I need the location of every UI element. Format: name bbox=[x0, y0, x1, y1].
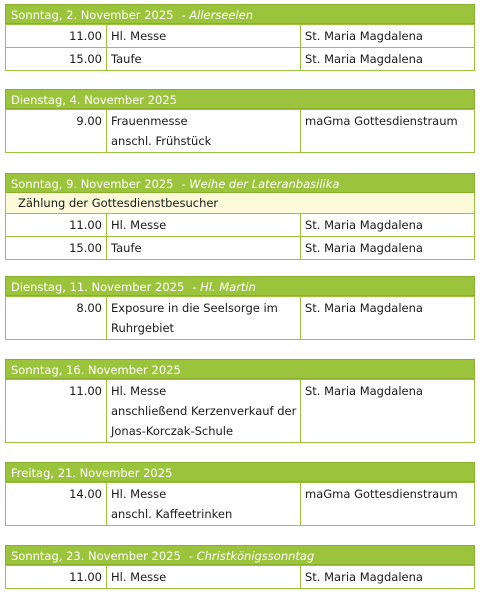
event-location: St. Maria Magdalena bbox=[301, 297, 475, 340]
day-header bbox=[5, 462, 475, 482]
event-description-line: Frauenmesse bbox=[111, 114, 188, 128]
event-time: 11.00 bbox=[6, 25, 107, 48]
event-time: 11.00 bbox=[6, 380, 107, 443]
event-description bbox=[107, 380, 301, 443]
day-block bbox=[5, 359, 475, 443]
event-time: 11.00 bbox=[6, 566, 107, 589]
event-description-line: Jonas-Korczak-Schule bbox=[111, 424, 234, 438]
day-block bbox=[5, 173, 475, 260]
event-location: St. Maria Magdalena bbox=[301, 48, 475, 71]
event-location: St. Maria Magdalena bbox=[301, 237, 475, 260]
event-description bbox=[107, 237, 301, 260]
event-description-line: Taufe bbox=[111, 241, 142, 255]
event-description bbox=[107, 566, 301, 589]
event-description bbox=[107, 297, 301, 340]
feast-name: - Hl. Martin bbox=[192, 280, 256, 294]
day-date: Sonntag, 23. November 2025 bbox=[11, 549, 181, 563]
event-time: 15.00 bbox=[6, 48, 107, 71]
day-date: Dienstag, 4. November 2025 bbox=[11, 93, 177, 107]
event-time: 15.00 bbox=[6, 237, 107, 260]
feast-name: - Christkönigssonntag bbox=[188, 549, 315, 563]
event-row bbox=[6, 48, 475, 71]
event-row bbox=[6, 566, 475, 589]
event-description bbox=[107, 483, 301, 526]
event-description bbox=[107, 25, 301, 48]
day-block bbox=[5, 4, 475, 71]
events-table bbox=[5, 109, 475, 153]
feast-name: - Allerseelen bbox=[181, 8, 254, 22]
event-location: maGma Gottesdienstraum bbox=[301, 483, 475, 526]
day-header bbox=[5, 276, 475, 296]
day-note: Zählung der Gottesdienstbesucher bbox=[5, 193, 475, 213]
day-date: Sonntag, 16. November 2025 bbox=[11, 363, 181, 377]
day-header bbox=[5, 89, 475, 109]
event-location: St. Maria Magdalena bbox=[301, 566, 475, 589]
events-table bbox=[5, 565, 475, 589]
events-table bbox=[5, 379, 475, 443]
day-date: Sonntag, 9. November 2025 bbox=[11, 177, 174, 191]
event-description-line: Hl. Messe bbox=[111, 487, 167, 501]
event-description bbox=[107, 48, 301, 71]
event-row bbox=[6, 297, 475, 340]
day-block bbox=[5, 89, 475, 153]
event-description bbox=[107, 110, 301, 153]
day-date: Sonntag, 2. November 2025 bbox=[11, 8, 174, 22]
day-block bbox=[5, 545, 475, 589]
feast-name: - Weihe der Lateranbasilika bbox=[181, 177, 340, 191]
event-location: St. Maria Magdalena bbox=[301, 380, 475, 443]
event-location: maGma Gottesdienstraum bbox=[301, 110, 475, 153]
day-header bbox=[5, 359, 475, 379]
day-block bbox=[5, 276, 475, 340]
event-description-line: Taufe bbox=[111, 52, 142, 66]
events-table bbox=[5, 24, 475, 71]
day-header bbox=[5, 4, 475, 24]
day-block bbox=[5, 462, 475, 526]
event-row bbox=[6, 237, 475, 260]
event-description-line: Hl. Messe bbox=[111, 570, 167, 584]
event-description-line: Hl. Messe bbox=[111, 29, 167, 43]
events-table bbox=[5, 482, 475, 526]
event-time: 11.00 bbox=[6, 214, 107, 237]
events-table bbox=[5, 213, 475, 260]
event-description-line: anschl. Frühstück bbox=[111, 134, 212, 148]
event-row bbox=[6, 483, 475, 526]
event-description bbox=[107, 214, 301, 237]
event-row bbox=[6, 380, 475, 443]
events-table bbox=[5, 296, 475, 340]
event-location: St. Maria Magdalena bbox=[301, 25, 475, 48]
event-description-line: Hl. Messe bbox=[111, 384, 167, 398]
day-date: Freitag, 21. November 2025 bbox=[11, 466, 173, 480]
event-description-line: Ruhrgebiet bbox=[111, 321, 175, 335]
day-header bbox=[5, 173, 475, 193]
event-location: St. Maria Magdalena bbox=[301, 214, 475, 237]
event-time: 9.00 bbox=[6, 110, 107, 153]
event-row bbox=[6, 110, 475, 153]
event-row bbox=[6, 214, 475, 237]
event-description-line: anschl. Kaffeetrinken bbox=[111, 507, 233, 521]
event-row bbox=[6, 25, 475, 48]
day-date: Dienstag, 11. November 2025 bbox=[11, 280, 185, 294]
event-description-line: anschließend Kerzenverkauf der bbox=[111, 404, 297, 418]
event-description-line: Exposure in die Seelsorge im bbox=[111, 301, 278, 315]
event-time: 8.00 bbox=[6, 297, 107, 340]
day-header bbox=[5, 545, 475, 565]
event-time: 14.00 bbox=[6, 483, 107, 526]
event-description-line: Hl. Messe bbox=[111, 218, 167, 232]
